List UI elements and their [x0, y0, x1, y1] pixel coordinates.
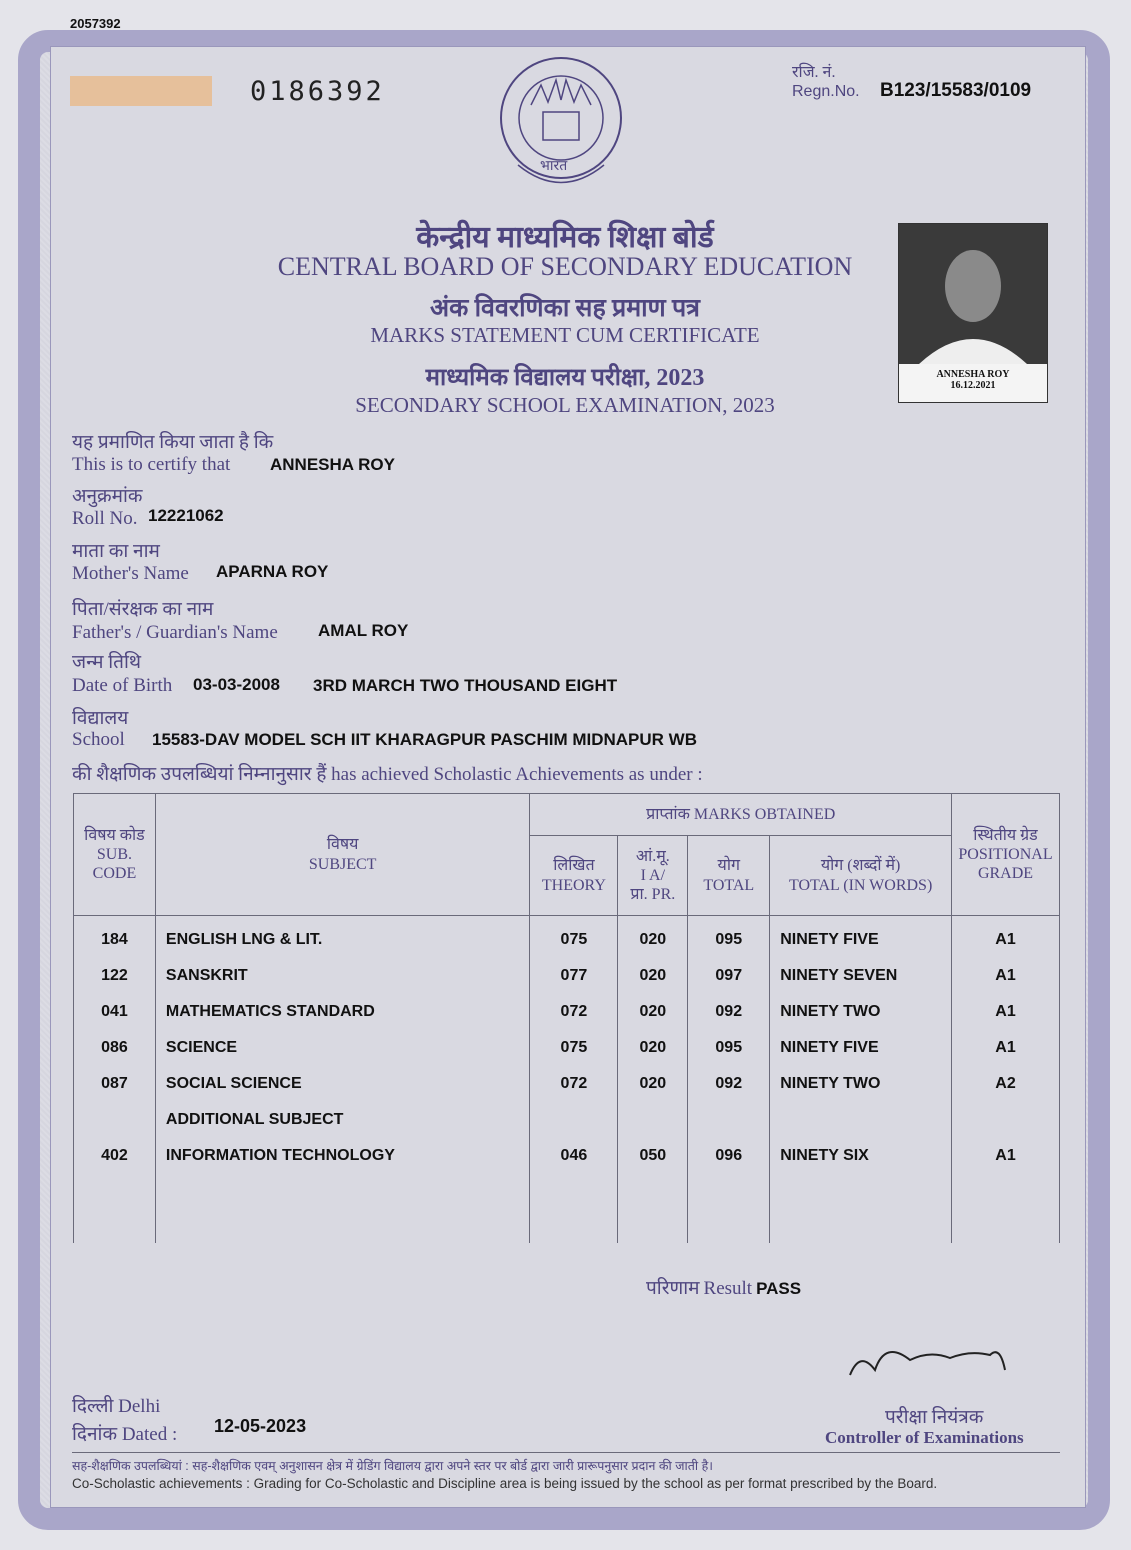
cell-words: NINETY FIVE [770, 916, 952, 955]
mother-label: Mother's Name [72, 563, 189, 584]
header-grade [952, 794, 1060, 916]
board-title-hindi: केन्द्रीय माध्यमिक शिक्षा बोर्ड [416, 221, 714, 254]
marks-table [73, 793, 1060, 1243]
header-marks-obtained [530, 794, 952, 836]
header-ia [618, 836, 688, 916]
table-row [74, 1134, 1060, 1170]
emblem-text-bharat: भारत [540, 159, 568, 174]
certify-label-hindi: यह प्रमाणित किया जाता है कि [72, 432, 274, 453]
controller-title: Controller of Examinations [825, 1428, 1024, 1447]
achieved-line [72, 760, 703, 786]
cell-words: NINETY SIX [770, 1134, 952, 1170]
student-photo [898, 223, 1048, 403]
cell-code: 402 [74, 1134, 156, 1170]
mother-name: APARNA ROY [216, 562, 329, 581]
header-grade-hindi: स्थितीय ग्रेड [973, 826, 1038, 844]
header-subject-hindi: विषय [326, 836, 359, 854]
result-value: PASS [756, 1279, 802, 1298]
cell-grade: A2 [952, 1062, 1060, 1098]
cell-total: 096 [688, 1134, 770, 1170]
cell-code: 184 [74, 916, 156, 955]
dob-value: 03-03-2008 [193, 675, 280, 694]
header-theory [530, 836, 618, 916]
exam-title-hindi: माध्यमिक विद्यालय परीक्षा, 2023 [425, 365, 705, 391]
place-english: Delhi [118, 1396, 161, 1417]
dated-line [72, 1420, 177, 1446]
table-row [74, 1062, 1060, 1098]
cell-subject: SOCIAL SCIENCE [155, 1062, 530, 1098]
photo-name: ANNESHA ROY [936, 369, 1010, 380]
footer-divider [72, 1452, 1060, 1453]
empty-cell [530, 1170, 618, 1243]
footer-note: Co-Scholastic achievements : Grading for Co-Scholastic and Discipline area is being issued by the school as per format prescribed by the Board. [72, 1476, 938, 1491]
school-name: 15583-DAV MODEL SCH IIT KHARAGPUR PASCHIM MIDNAPUR WB [152, 730, 697, 749]
header-total-words [770, 836, 952, 916]
cell-theory: 077 [530, 954, 618, 990]
cell-ia: 050 [618, 1134, 688, 1170]
table-row [74, 954, 1060, 990]
additional-subject-label: ADDITIONAL SUBJECT [155, 1098, 530, 1134]
controller-hindi: परीक्षा नियंत्रक [885, 1407, 984, 1428]
table-row [74, 990, 1060, 1026]
cell-ia: 020 [618, 1026, 688, 1062]
header-total-label: TOTAL [703, 876, 755, 894]
cell-words: NINETY TWO [770, 990, 952, 1026]
empty-cell [618, 1170, 688, 1243]
header-words-hindi: योग (शब्दों में) [820, 857, 901, 875]
result-label-hindi: परिणाम [646, 1278, 700, 1299]
dob-words: 3RD MARCH TWO THOUSAND EIGHT [313, 676, 618, 695]
dated-hindi: दिनांक [72, 1424, 118, 1445]
student-name: ANNESHA ROY [270, 455, 395, 474]
board-title: CENTRAL BOARD OF SECONDARY EDUCATION [277, 252, 853, 281]
school-label: School [72, 729, 125, 750]
table-filler-row [74, 1170, 1060, 1243]
father-name: AMAL ROY [318, 621, 409, 640]
dob-label: Date of Birth [72, 675, 173, 696]
cell-theory: 072 [530, 1062, 618, 1098]
header-ia-hindi: आं.मू. [635, 847, 670, 865]
header-ia-label: I A/ [640, 866, 666, 884]
dated-label: Dated : [121, 1424, 178, 1445]
cell-code: 086 [74, 1026, 156, 1062]
header-subject-label: SUBJECT [308, 855, 377, 873]
empty-cell [770, 1170, 952, 1243]
cell-total: 092 [688, 990, 770, 1026]
header-subject [155, 794, 530, 916]
issue-date: 12-05-2023 [214, 1416, 307, 1436]
cell-grade: A1 [952, 916, 1060, 955]
cell-ia: 020 [618, 916, 688, 955]
cell-ia: 020 [618, 990, 688, 1026]
cell-theory: 046 [530, 1134, 618, 1170]
cell-words: NINETY TWO [770, 1062, 952, 1098]
place-line [72, 1392, 160, 1418]
certificate-number: 0186392 [250, 76, 385, 107]
cell-theory: 075 [530, 1026, 618, 1062]
regn-label-hi: रजि. नं. [792, 64, 836, 81]
empty-cell [688, 1170, 770, 1243]
father-label: Father's / Guardian's Name [72, 622, 278, 643]
cell-total [688, 1098, 770, 1134]
header-grade-label: POSITIONAL GRADE [958, 845, 1053, 883]
cell-total: 092 [688, 1062, 770, 1098]
certify-label: This is to certify that [72, 454, 231, 475]
achieved-english: has achieved Scholastic Achievements as under : [331, 764, 703, 785]
cell-total: 095 [688, 916, 770, 955]
empty-cell [74, 1170, 156, 1243]
cell-total: 097 [688, 954, 770, 990]
table-row [74, 1026, 1060, 1062]
serial-top: 2057392 [70, 16, 121, 31]
hologram-sticker [70, 76, 212, 106]
cell-theory: 075 [530, 916, 618, 955]
table-row [74, 916, 1060, 955]
cell-grade: A1 [952, 1026, 1060, 1062]
cell-words: NINETY SEVEN [770, 954, 952, 990]
header-pr-label: प्रा. PR. [630, 886, 676, 904]
cell-total: 095 [688, 1026, 770, 1062]
cell-code [74, 1098, 156, 1134]
student-portrait-icon [899, 224, 1047, 364]
cell-words: NINETY FIVE [770, 1026, 952, 1062]
header-total-hindi: योग [717, 857, 740, 875]
achieved-hindi: की शैक्षणिक उपलब्धियां निम्नानुसार हैं [72, 764, 327, 785]
regn-number: B123/15583/0109 [880, 80, 1032, 101]
regn-label: Regn.No. [792, 83, 860, 100]
result-label: Result [703, 1278, 753, 1299]
cell-subject: ENGLISH LNG & LIT. [155, 916, 530, 955]
cell-subject: MATHEMATICS STANDARD [155, 990, 530, 1026]
header-sub-code-hindi: विषय कोड [84, 826, 145, 844]
cell-code: 087 [74, 1062, 156, 1098]
header-total [688, 836, 770, 916]
cell-grade: A1 [952, 1134, 1060, 1170]
cell-grade: A1 [952, 990, 1060, 1026]
exam-title: SECONDARY SCHOOL EXAMINATION, 2023 [355, 393, 775, 417]
school-label-hindi: विद्यालय [72, 708, 129, 729]
cell-ia: 020 [618, 954, 688, 990]
dob-label-hindi: जन्म तिथि [72, 652, 142, 673]
cell-subject: SANSKRIT [155, 954, 530, 990]
cell-code: 041 [74, 990, 156, 1026]
document-title-hindi: अंक विवरणिका सह प्रमाण पत्र [430, 295, 700, 322]
place-hindi: दिल्ली [72, 1396, 114, 1417]
photo-date: 16.12.2021 [950, 380, 996, 391]
footer-note-hindi: सह-शैक्षणिक उपलब्धियां : सह-शैक्षणिक एवम् अनुशासन क्षेत्र में ग्रेडिंग विद्यालय द्वारा अपने स्तर पर बोर्ड द्वारा जारी प्रारूपनुसार प्रदान की जाती है। [72, 1459, 713, 1473]
document-title: MARKS STATEMENT CUM CERTIFICATE [370, 323, 760, 347]
roll-label-hindi: अनुक्रमांक [72, 486, 143, 507]
cell-grade: A1 [952, 954, 1060, 990]
cell-grade [952, 1098, 1060, 1134]
empty-cell [952, 1170, 1060, 1243]
empty-cell [155, 1170, 530, 1243]
header-marks-hindi: प्राप्तांक [646, 805, 690, 823]
roll-number: 12221062 [148, 506, 224, 525]
cell-ia: 020 [618, 1062, 688, 1098]
father-label-hindi: पिता/संरक्षक का नाम [72, 599, 214, 620]
cell-subject: SCIENCE [155, 1026, 530, 1062]
header-theory-hindi: लिखित [553, 857, 595, 875]
result-line [646, 1274, 801, 1300]
mother-label-hindi: माता का नाम [72, 541, 160, 562]
header-theory-label: THEORY [541, 876, 606, 894]
header-words-label: TOTAL (IN WORDS) [788, 876, 933, 894]
cbse-emblem [488, 50, 634, 200]
roll-label: Roll No. [72, 508, 138, 529]
header-marks-label: MARKS OBTAINED [693, 805, 836, 823]
cell-code: 122 [74, 954, 156, 990]
cell-subject: INFORMATION TECHNOLOGY [155, 1134, 530, 1170]
cell-words [770, 1098, 952, 1134]
cell-theory [530, 1098, 618, 1134]
header-sub-code-label: SUB. CODE [92, 845, 137, 883]
cell-ia [618, 1098, 688, 1134]
additional-subject-row [74, 1098, 1060, 1134]
cell-theory: 072 [530, 990, 618, 1026]
controller-signature [840, 1330, 1020, 1395]
header-sub-code [74, 794, 156, 916]
